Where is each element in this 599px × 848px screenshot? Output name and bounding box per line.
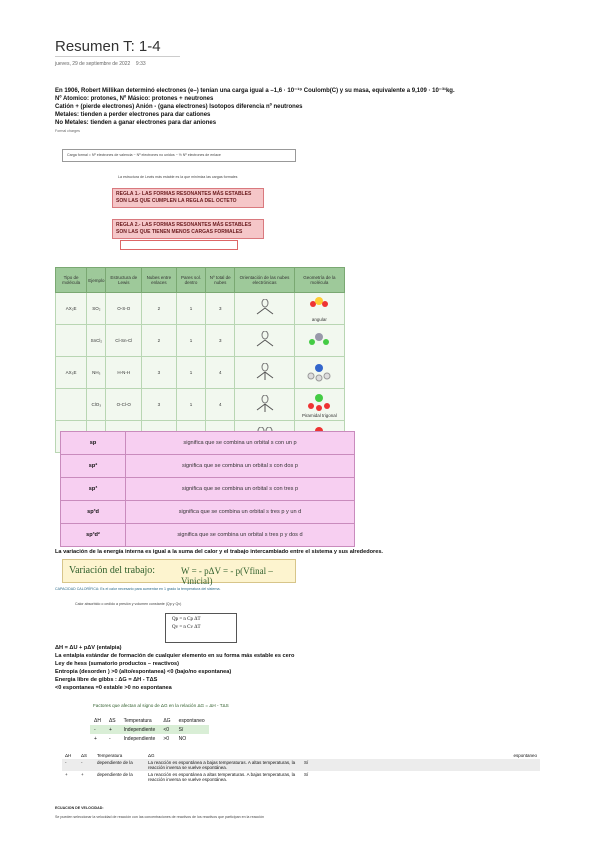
geo-header: Ejemplo (87, 268, 106, 293)
geometry-name: angular (311, 316, 327, 322)
geo-header: Tipo de molécula (56, 268, 87, 293)
cell-example: ClO₃ (87, 389, 106, 421)
molecule-model-icon (294, 325, 344, 357)
cell-lewis: O-S-O (106, 293, 142, 325)
geo-header: Nubes entre enlaces (142, 268, 177, 293)
hybrid-desc: significa que se combina un orbital s tres p y un d (126, 501, 355, 524)
factor-cell: NO (178, 735, 187, 742)
rule-2-line: REGLA 2.- LAS FORMAS RESONANTES MÁS ESTABLES (116, 222, 252, 228)
factor-header: Temperatura (123, 717, 152, 724)
heat-line: Calor absorbido o cedido a presión y volumen constante (Qp y Qv) (75, 602, 182, 606)
table-row (90, 734, 209, 743)
factor-cell: Sí (304, 772, 309, 777)
factor-header: ΔG (163, 717, 171, 724)
rule-1-box (112, 188, 264, 208)
factor-cell: La reacción es espontánea a bajas temperaturas. A altas temperaturas, la reacción inversa se vuelve espontánea. (148, 760, 296, 770)
factor-cell: Sí (304, 760, 309, 765)
cell-type: AX₃E (56, 357, 87, 389)
hybrid-key: sp³d (61, 501, 126, 524)
factor-cell: - (81, 760, 83, 765)
cell-type: AX₂E (56, 293, 87, 325)
table-row (61, 524, 355, 547)
geo-header: Estructura de Lewis (106, 268, 142, 293)
intro-line: En 1906, Robert Millikan determinó electrones (e–) tenían una carga igual a –1,6 · 10⁻¹⁹ Coulomb(C) y su masa, equivalente a 9,109 · 10⁻³¹kg. (55, 88, 455, 94)
table-row (62, 771, 540, 783)
thermo-line: Entropia (desorden ) >0 (alto/espontanea) <0 (bajo/no espontanea) (55, 669, 232, 675)
table-row (56, 357, 345, 389)
work-label: Variación del trabajo: (69, 565, 156, 576)
factor-header: espontaneo (178, 717, 205, 724)
cell-total: 4 (206, 357, 235, 389)
factor-cell: >0 (163, 735, 170, 742)
geo-header: Nº total de nubes (206, 268, 235, 293)
work-equation: W = - pΔV = - p(Vfinal – Vinicial) (181, 566, 273, 586)
energy-statement: La variación de la energía interna es igual a la suma del calor y el trabajo intercambiado entre el sistema y sus alrededores. (55, 549, 383, 555)
cell-bonds: 2 (142, 325, 177, 357)
table-row (90, 716, 209, 725)
table-row (56, 293, 345, 325)
factor-cell: - (94, 726, 96, 733)
hybrid-key: sp³ (61, 478, 126, 501)
cell-lone-pairs: 1 (176, 389, 205, 421)
rule-1-line: REGLA 1.- LAS FORMAS RESONANTES MÁS ESTABLES (116, 191, 252, 197)
qv-formula: Qv = n Cv ΔT (172, 625, 201, 630)
stability-note: La estructura de Lewis más estable es la que minimiza las cargas formales (118, 175, 238, 179)
table-row (62, 752, 540, 759)
hybrid-desc: significa que se combina un orbital s con un p (126, 432, 355, 455)
factors-table-2 (62, 752, 540, 783)
thermo-line: Ley de hess (sumatorio productos – reactivos) (55, 661, 180, 667)
table-row (61, 455, 355, 478)
velocity-line: Se pueden seleccionar la velocidad de reacción con las concentraciones de reactivos de los reactivos que participan en la reacción (55, 815, 264, 819)
intro-line: No Metales: tienden a ganar electrones para dar aniones (55, 120, 217, 126)
factor-header: ΔS (108, 717, 116, 724)
page-title: Resumen T: 1-4 (55, 38, 161, 55)
factor-header: ΔH (94, 717, 101, 724)
cell-lewis: O-Cl-O (106, 389, 142, 421)
hybrid-key: sp (61, 432, 126, 455)
geo-header: Orientación de las nubes electrónicas (235, 268, 294, 293)
geometry-name: Piramidal trigonal (301, 412, 337, 418)
orientation-icon (235, 293, 294, 325)
date-text: jueves, 29 de septiembre de 2022 (55, 61, 131, 67)
heat-formula-box (165, 613, 237, 643)
formal-charge-box (62, 149, 296, 162)
intro-line: Nº Atomico: protones, Nº Másico: protones + neutrones (55, 96, 214, 102)
table-row (56, 325, 345, 357)
cell-example: NH₃ (87, 357, 106, 389)
velocity-heading: ECUACION DE VELOCIDAD: (55, 806, 104, 810)
qp-formula: Qp = n Cp ΔT (172, 617, 201, 622)
orientation-icon (235, 357, 294, 389)
thermo-line: <0 espontanea =0 estable >0 no espontanea (55, 685, 172, 691)
intro-line: Metales: tienden a perder electrones para dar cationes (55, 112, 211, 118)
cell-bonds: 3 (142, 357, 177, 389)
molecule-model-icon (294, 357, 344, 389)
factor-cell: <0 (163, 726, 170, 733)
factor-cell: Independiente (123, 735, 156, 742)
factor-cell: Sí (178, 726, 184, 733)
cell-lone-pairs: 1 (176, 293, 205, 325)
factor-cell: + (94, 735, 97, 742)
factor-cell: dependiente de la (97, 772, 133, 777)
table-row (90, 725, 209, 734)
cell-bonds: 2 (142, 293, 177, 325)
cell-total: 4 (206, 389, 235, 421)
molecule-model-icon (294, 293, 344, 325)
thermo-line: La entalpía estándar de formación de cualquier elemento en su forma más estable es cero (55, 653, 295, 659)
factor-cell: + (108, 726, 112, 733)
heat-capacity-def: CAPACIDAD CALORÍFICA: Es el calor necesario para aumentar en 1 grado la temperatura del sistema. (55, 587, 221, 591)
factor-header: Temperatura (97, 753, 123, 758)
factor-cell: + (65, 772, 68, 777)
geometry-table (55, 267, 345, 453)
cell-type (56, 325, 87, 357)
table-row (56, 389, 345, 421)
factor-header: espontaneo (513, 753, 537, 758)
hybrid-desc: significa que se combina un orbital s con tres p (126, 478, 355, 501)
hybrid-key: sp² (61, 455, 126, 478)
factor-cell: dependiente de la (97, 760, 133, 765)
factor-header: ΔH (65, 753, 72, 758)
factor-cell: Independiente (123, 726, 156, 733)
cell-lone-pairs: 1 (176, 325, 205, 357)
thermo-line: ΔH = ΔU + pΔV (entalpia) (55, 645, 122, 651)
geo-header: Pares sol. dentro (176, 268, 205, 293)
title-divider (55, 56, 180, 57)
factor-cell: + (81, 772, 84, 777)
geo-header: Geometría de la molécula (294, 268, 344, 293)
formal-charge-heading: Formal charges (55, 129, 80, 133)
table-row (61, 478, 355, 501)
cell-example: SO₂ (87, 293, 106, 325)
factors-title: Factores que afectan al signo de ΔG en la relación ΔG = ΔH - TΔS (93, 703, 229, 708)
hybrid-desc: significa que se combina un orbital s con dos p (126, 455, 355, 478)
cell-example: SnCl₂ (87, 325, 106, 357)
factor-header: ΔS (81, 753, 88, 758)
cell-lone-pairs: 1 (176, 357, 205, 389)
orientation-icon (235, 325, 294, 357)
cell-total: 3 (206, 325, 235, 357)
rule-2-line: SON LAS QUE TIENEN MENOS CARGAS FORMALES (116, 229, 243, 235)
cell-type (56, 389, 87, 421)
hybrid-key: sp³d² (61, 524, 126, 547)
page-timestamp (55, 61, 146, 67)
geometry-header-row (56, 268, 345, 293)
table-row (62, 759, 540, 771)
cell-lewis: Cl-Sn-Cl (106, 325, 142, 357)
thermo-line: Energia libre de gibbs : ΔG = ΔH - TΔS (55, 677, 158, 683)
factor-cell: - (65, 760, 67, 765)
molecule-model-icon (294, 389, 344, 421)
hybridization-table (60, 431, 355, 547)
factor-header: ΔG (148, 753, 155, 758)
cell-total: 3 (206, 293, 235, 325)
cell-lewis: H-N-H (106, 357, 142, 389)
rule-2-box (112, 219, 264, 239)
table-row (61, 501, 355, 524)
rule-1-line: SON LAS QUE CUMPLEN LA REGLA DEL OCTETO (116, 198, 237, 204)
work-formula-box (62, 559, 296, 586)
formal-charge-formula: Carga formal = Nº electrones de valencia − Nº electrones no unidos − ½ Nº electrones de enlace (67, 153, 221, 157)
factor-cell: - (108, 735, 111, 742)
hybrid-desc: significa que se combina un orbital s tres p y dos d (126, 524, 355, 547)
rule-footnote-box (120, 240, 238, 250)
table-row (61, 432, 355, 455)
time-text: 9:33 (135, 61, 146, 67)
factors-table (90, 716, 209, 743)
intro-line: Catión + (pierde electrones) Anión - (gana electrones) Isotopos diferencia nº neutrones (55, 104, 303, 110)
factor-cell: La reacción es espontánea a altas temperaturas. A bajas temperaturas, la reacción inversa se vuelve espontánea. (148, 772, 296, 782)
orientation-icon (235, 389, 294, 421)
cell-bonds: 3 (142, 389, 177, 421)
